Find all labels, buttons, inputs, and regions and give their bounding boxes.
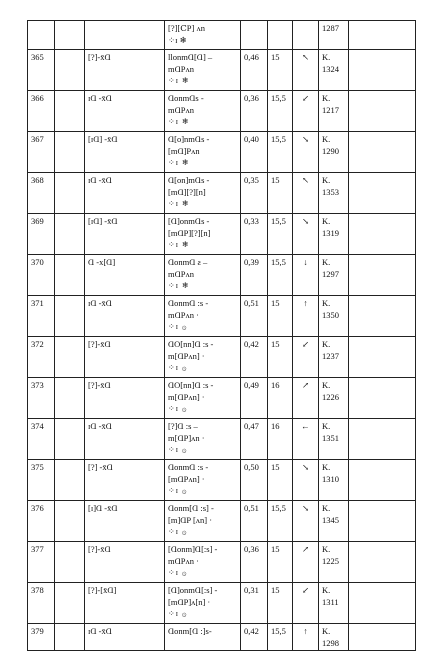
inscription-line: mⱭPʌn · (168, 556, 199, 566)
reference-line: K. (322, 503, 331, 513)
reference-line: K. (322, 380, 331, 390)
reference-line: 1290 (322, 146, 339, 156)
notes-cell (349, 91, 416, 132)
inscription-mark: ⁘ɪ ۞ (168, 445, 187, 454)
blank-cell (55, 337, 85, 378)
reference-line: K. (322, 585, 331, 595)
inscription-line: ⱭO[nn]Ɑ :s - (168, 339, 214, 349)
code-cell: [ɪⱭ] -x̄Ɑ (85, 214, 165, 255)
table-row (28, 296, 416, 337)
inscription-line: m[ⱭP]ʌn · (168, 433, 205, 443)
table-row (28, 255, 416, 296)
blank-cell (55, 378, 85, 419)
reference-line: K. (322, 216, 331, 226)
inscription-mark: ⁘ɪ ❄ (168, 117, 190, 126)
reference-line: 1350 (322, 310, 339, 320)
inscription-line: ⱭonmⱭs - (168, 93, 204, 103)
table-row (28, 624, 416, 651)
code-cell: Ɑ -x[Ɑ] (85, 255, 165, 296)
direction-arrow-icon: ↖ (293, 173, 319, 214)
inscription-line: m[ⱭPʌn] · (168, 351, 205, 361)
table-row (28, 337, 416, 378)
reference-cell (319, 624, 349, 651)
inscription-cell (165, 173, 241, 214)
num-cell: 369 (28, 214, 55, 255)
reference-line: K. (322, 421, 331, 431)
code-cell (85, 21, 165, 50)
inscription-cell (165, 583, 241, 624)
reference-cell (319, 91, 349, 132)
notes-cell (349, 132, 416, 173)
inscription-mark: ⁘ɪ ۞ (168, 486, 187, 495)
reference-line: 1311 (322, 597, 339, 607)
reference-cell (319, 132, 349, 173)
code-cell: ɪⱭ -x̄Ɑ (85, 624, 165, 651)
inscription-cell (165, 296, 241, 337)
direction-arrow-icon: ↙ (293, 91, 319, 132)
notes-cell (349, 255, 416, 296)
degree-cell: 16 (268, 378, 293, 419)
inscription-mark: ⁘ɪ ۞ (168, 404, 187, 413)
blank-cell (55, 91, 85, 132)
code-cell: [?] -x̄Ɑ (85, 460, 165, 501)
inscription-line: [mⱭPʌn] · (168, 474, 205, 484)
direction-arrow-icon: ← (293, 419, 319, 460)
direction-arrow-icon: ↘ (293, 214, 319, 255)
catalog-table (27, 20, 416, 651)
reference-line: 1298 (322, 638, 339, 648)
inscription-cell (165, 460, 241, 501)
reference-line: 1225 (322, 556, 339, 566)
notes-cell (349, 542, 416, 583)
direction-arrow-icon: ↓ (293, 255, 319, 296)
reference-cell (319, 583, 349, 624)
value-cell: 0,31 (241, 583, 268, 624)
direction-cell (293, 21, 319, 50)
inscription-line: Ɑonm[Ɑ :s] - (168, 503, 214, 513)
code-cell: ɪⱭ -x̄Ɑ (85, 173, 165, 214)
blank-cell (55, 132, 85, 173)
table-row (28, 583, 416, 624)
reference-line: K. (322, 134, 331, 144)
inscription-cell (165, 542, 241, 583)
code-cell: ɪⱭ -x̄Ɑ (85, 296, 165, 337)
reference-line: K. (322, 175, 331, 185)
reference-line: K. (322, 626, 331, 636)
inscription-line: [Ɑonm]Ɑ[:s] - (168, 544, 218, 554)
notes-cell (349, 214, 416, 255)
inscription-line: mⱭPʌn (168, 105, 194, 115)
blank-cell (55, 624, 85, 651)
inscription-cell (165, 255, 241, 296)
value-cell: 0,51 (241, 296, 268, 337)
inscription-line: m[ⱭPʌn] · (168, 392, 205, 402)
reference-line: 1351 (322, 433, 339, 443)
reference-cell (319, 542, 349, 583)
code-cell: [?]-x̄Ɑ (85, 378, 165, 419)
value-cell (241, 21, 268, 50)
inscription-line: Ɑ[on]mⱭs - (168, 175, 210, 185)
direction-arrow-icon: ↘ (293, 460, 319, 501)
num-cell: 370 (28, 255, 55, 296)
notes-cell (349, 50, 416, 91)
reference-line: K. (322, 93, 331, 103)
reference-line: K. (322, 298, 331, 308)
inscription-line: [mⱭP][?][n] (168, 228, 211, 238)
inscription-line: [?]Ɑ :s – (168, 421, 198, 431)
value-cell: 0,42 (241, 337, 268, 378)
blank-cell (55, 460, 85, 501)
inscription-line: mⱭPʌn (168, 64, 194, 74)
notes-cell (349, 21, 416, 50)
table-row (28, 542, 416, 583)
direction-arrow-icon: ↙ (293, 337, 319, 378)
inscription-line: [?][ⅭP] ʌn (168, 23, 205, 33)
table-row (28, 132, 416, 173)
inscription-mark: ⁘ɪ ۞ (168, 609, 187, 618)
blank-cell (55, 583, 85, 624)
inscription-line: mⱭPʌn (168, 269, 194, 279)
degree-cell: 16 (268, 419, 293, 460)
inscription-mark: ⁘ɪ ❄ (168, 281, 190, 290)
code-cell: [?]-x̄Ɑ (85, 337, 165, 378)
reference-cell (319, 21, 349, 50)
inscription-line: [Ɑ]onmⱭs - (168, 216, 210, 226)
table-row (28, 91, 416, 132)
inscription-cell (165, 132, 241, 173)
degree-cell: 15 (268, 296, 293, 337)
reference-cell (319, 419, 349, 460)
degree-cell: 15,5 (268, 132, 293, 173)
degree-cell: 15 (268, 460, 293, 501)
reference-line: 1324 (322, 64, 339, 74)
reference-line: 1226 (322, 392, 339, 402)
catalog-body (28, 21, 416, 651)
notes-cell (349, 583, 416, 624)
inscription-line: [mⱭ]Pʌn (168, 146, 200, 156)
blank-cell (55, 214, 85, 255)
inscription-line: [m]ⱭP [ʌn] · (168, 515, 213, 525)
value-cell: 0,36 (241, 542, 268, 583)
num-cell: 365 (28, 50, 55, 91)
degree-cell (268, 21, 293, 50)
code-cell: [?]-[x̄Ɑ] (85, 583, 165, 624)
inscription-cell (165, 501, 241, 542)
blank-cell (55, 50, 85, 91)
blank-cell (55, 173, 85, 214)
reference-line: 1345 (322, 515, 339, 525)
num-cell: 372 (28, 337, 55, 378)
blank-cell (55, 21, 85, 50)
degree-cell: 15,5 (268, 624, 293, 651)
blank-cell (55, 255, 85, 296)
num-cell: 374 (28, 419, 55, 460)
reference-cell (319, 460, 349, 501)
reference-line: 1297 (322, 269, 339, 279)
inscription-cell (165, 337, 241, 378)
inscription-line: llonmⱭ[Ɑ] – (168, 52, 213, 62)
reference-line: 1217 (322, 105, 339, 115)
value-cell: 0,40 (241, 132, 268, 173)
table-row (28, 173, 416, 214)
value-cell: 0,47 (241, 419, 268, 460)
inscription-line: mⱭPʌn · (168, 310, 199, 320)
reference-cell (319, 50, 349, 91)
reference-line: K. (322, 257, 331, 267)
degree-cell: 15,5 (268, 214, 293, 255)
notes-cell (349, 337, 416, 378)
num-cell: 368 (28, 173, 55, 214)
notes-cell (349, 378, 416, 419)
reference-line: K. (322, 339, 331, 349)
num-cell (28, 21, 55, 50)
num-cell: 367 (28, 132, 55, 173)
reference-cell (319, 173, 349, 214)
inscription-cell (165, 91, 241, 132)
num-cell: 366 (28, 91, 55, 132)
table-row (28, 419, 416, 460)
inscription-cell (165, 378, 241, 419)
value-cell: 0,36 (241, 91, 268, 132)
num-cell: 377 (28, 542, 55, 583)
reference-cell (319, 255, 349, 296)
num-cell: 373 (28, 378, 55, 419)
inscription-cell (165, 214, 241, 255)
notes-cell (349, 501, 416, 542)
table-row (28, 21, 416, 50)
reference-cell (319, 214, 349, 255)
inscription-line: Ɑonm[Ɑ :]s- (168, 626, 212, 636)
reference-line: K. (322, 52, 331, 62)
inscription-mark: ⁘ɪ ۞ (168, 568, 187, 577)
inscription-cell (165, 50, 241, 91)
value-cell: 0,33 (241, 214, 268, 255)
reference-line: 1310 (322, 474, 339, 484)
notes-cell (349, 296, 416, 337)
inscription-line: ⁘ɪ ❄ (168, 35, 187, 45)
direction-arrow-icon: ↙ (293, 583, 319, 624)
inscription-line: [mⱭP]ʌ[n] · (168, 597, 211, 607)
value-cell: 0,46 (241, 50, 268, 91)
degree-cell: 15,5 (268, 91, 293, 132)
inscription-mark: ⁘ɪ ❄ (168, 240, 190, 249)
inscription-line: Ɑ[o]nmⱭs - (168, 134, 210, 144)
num-cell: 371 (28, 296, 55, 337)
degree-cell: 15,5 (268, 501, 293, 542)
inscription-mark: ⁘ɪ ۞ (168, 527, 187, 536)
reference-line: K. (322, 462, 331, 472)
inscription-mark: ⁘ɪ ❄ (168, 76, 190, 85)
blank-cell (55, 542, 85, 583)
blank-cell (55, 501, 85, 542)
num-cell: 379 (28, 624, 55, 651)
degree-cell: 15 (268, 173, 293, 214)
inscription-mark: ⁘ɪ ۞ (168, 322, 187, 331)
direction-arrow-icon: ↑ (293, 296, 319, 337)
value-cell: 0,39 (241, 255, 268, 296)
direction-arrow-icon: ↗ (293, 542, 319, 583)
code-cell: [ɪ]Ɑ -x̄Ɑ (85, 501, 165, 542)
direction-arrow-icon: ↗ (293, 378, 319, 419)
inscription-line: ⱭonmⱭ ƨ – (168, 257, 208, 267)
blank-cell (55, 419, 85, 460)
reference-cell (319, 296, 349, 337)
direction-arrow-icon: ↘ (293, 501, 319, 542)
table-row (28, 378, 416, 419)
num-cell: 378 (28, 583, 55, 624)
reference-line: K. (322, 544, 331, 554)
inscription-cell (165, 624, 241, 651)
value-cell: 0,51 (241, 501, 268, 542)
notes-cell (349, 419, 416, 460)
inscription-line: ⱭO[nn]Ɑ :s - (168, 380, 214, 390)
reference-line: 1319 (322, 228, 339, 238)
inscription-cell (165, 419, 241, 460)
inscription-cell (165, 21, 241, 50)
inscription-line: ⱭonmⱭ :s - (168, 298, 209, 308)
notes-cell (349, 460, 416, 501)
inscription-line: [Ɑ]onmⱭ[:s] - (168, 585, 218, 595)
direction-arrow-icon: ↖ (293, 50, 319, 91)
reference-cell (319, 501, 349, 542)
table-row (28, 460, 416, 501)
notes-cell (349, 173, 416, 214)
reference-line: 1287 (322, 23, 339, 33)
degree-cell: 15 (268, 50, 293, 91)
direction-arrow-icon: ↑ (293, 624, 319, 651)
inscription-mark: ⁘ɪ ❄ (168, 199, 190, 208)
blank-cell (55, 296, 85, 337)
degree-cell: 15,5 (268, 255, 293, 296)
code-cell: ɪⱭ -x̄Ɑ (85, 419, 165, 460)
inscription-mark: ⁘ɪ ❄ (168, 158, 190, 167)
code-cell: [?]-x̄Ɑ (85, 542, 165, 583)
code-cell: [?]-x̄Ɑ (85, 50, 165, 91)
degree-cell: 15 (268, 337, 293, 378)
num-cell: 376 (28, 501, 55, 542)
degree-cell: 15 (268, 542, 293, 583)
code-cell: [ɪⱭ] -x̄Ɑ (85, 132, 165, 173)
direction-arrow-icon: ↘ (293, 132, 319, 173)
code-cell: ɪⱭ -x̄Ɑ (85, 91, 165, 132)
value-cell: 0,50 (241, 460, 268, 501)
table-row (28, 501, 416, 542)
inscription-line: [mⱭ][?][n] (168, 187, 206, 197)
inscription-mark: ⁘ɪ ۞ (168, 363, 187, 372)
table-row (28, 214, 416, 255)
reference-cell (319, 378, 349, 419)
reference-cell (319, 337, 349, 378)
notes-cell (349, 624, 416, 651)
num-cell: 375 (28, 460, 55, 501)
inscription-line: ⱭonmⱭ :s - (168, 462, 209, 472)
degree-cell: 15 (268, 583, 293, 624)
value-cell: 0,42 (241, 624, 268, 651)
value-cell: 0,35 (241, 173, 268, 214)
reference-line: 1237 (322, 351, 339, 361)
reference-line: 1353 (322, 187, 339, 197)
table-row (28, 50, 416, 91)
value-cell: 0,49 (241, 378, 268, 419)
